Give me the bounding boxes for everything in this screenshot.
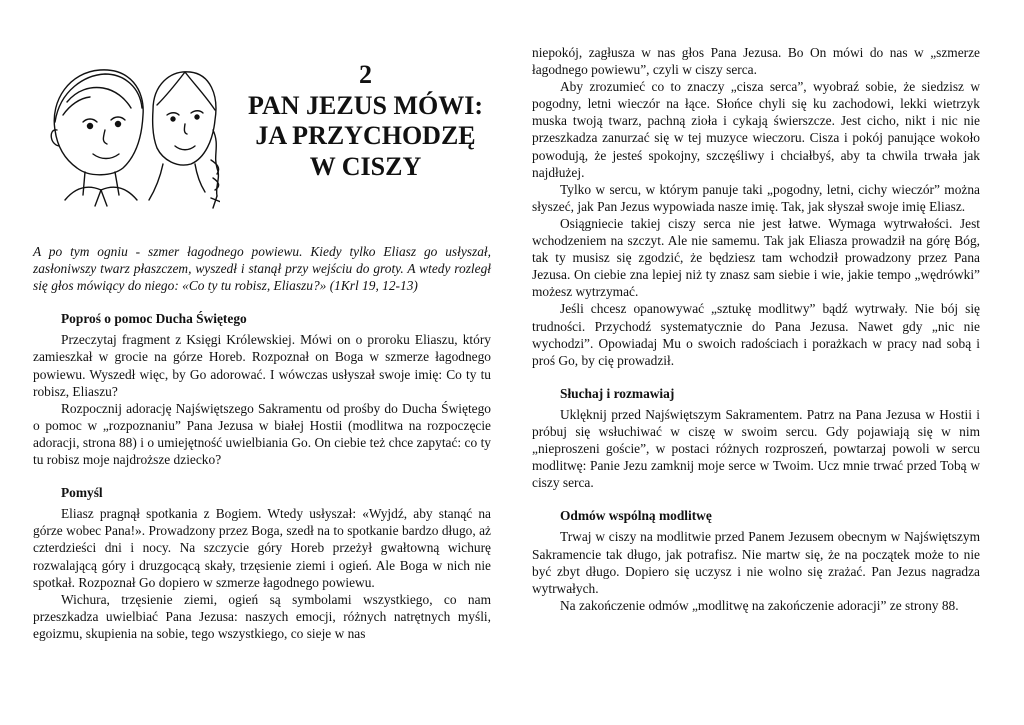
- paragraph: Osiągniecie takiej ciszy serca nie jest łatwe. Wymaga wytrwałości. Jest wchodzeniem na szczyt. Ale nie samemu. Tak jak Eliasza prowadził na górę Bóg, tak ty musisz się zgodzić, że będziesz tam wchodził prowadzony przez Pana Jezusa. On ciebie zna lepiej niż ty znasz sam siebie i wie, jakie tempo „wędrówki” możesz wytrzymać.: [532, 215, 980, 300]
- paragraph: Trwaj w ciszy na modlitwie przed Panem Jezusem obecnym w Najświętszym Sakramencie tak długo, jak potrafisz. Nie martw się, że na początek może to nie być zbyt długo. Dopiero się uczysz i nie wolno się zrażać. Pan Jezus nagradza wytrwałych.: [532, 529, 980, 596]
- section-heading-common-prayer: Odmów wspólną modlitwę: [560, 508, 712, 524]
- section-heading-pray: Poproś o pomoc Ducha Świętego: [61, 311, 247, 327]
- paragraph: Aby zrozumieć co to znaczy „cisza serca”, wyobraź sobie, że siedzisz w pogodny, letni wieczór na łące. Słońce chyli się ku zachodowi, lekki wietrzyk muska twoją twarz, pachną zioła i cykają świerszcze. Jest cicho, nikt i nic nie przeszkadza zanurzać się w tej muzyce wieczoru. Cisza i pokój panujące wokoło powodują, że jesteś spokojny, szczęśliwy i chciałbyś, aby ta chwila trwała jak najdłużej.: [532, 79, 980, 180]
- paragraph: Przeczytaj fragment z Księgi Królewskiej. Mówi on o proroku Eliaszu, który zamieszkał w grocie na górze Horeb. Rozpoznał on Boga w szmerze łagodnego powiewu. Wyszedł więc, by Go adorować. I wówczas usłyszał swoje imię: Co ty tu robisz, Eliaszu?: [33, 332, 491, 399]
- paragraph: Jeśli chcesz opanowywać „sztukę modlitwy” bądź wytrwały. Nie bój się trudności. Przychodź systematycznie do Pana Jezusa. Nawet gdy „nic nie wychodzi”. Opowiadaj Mu o swoich radościach i porażkach w pracy nad sobą i proś Go, by cię prowadził.: [532, 301, 980, 368]
- intro-quote: A po tym ogniu - szmer łagodnego powiewu. Kiedy tylko Eliasz go usłyszał, zasłoniwszy twarz płaszczem, wyszedł i stanął przy wejściu do groty. A wtedy rozległ się głos mówiący do niego: «Co ty tu robisz, Eliaszu?» (1Krl 19, 12-13): [33, 244, 491, 294]
- right-column: [532, 44, 980, 614]
- paragraph: Na zakończenie odmów „modlitwę na zakończenie adoracji” ze strony 88.: [560, 597, 959, 613]
- paragraph: Tylko w sercu, w którym panuje taki „pogodny, letni, cichy wieczór” można słyszeć, jak Pan Jezus wypowiada nasze imię. Tak, jak słyszał swoje imię Eliasz.: [532, 181, 980, 214]
- paragraph-continuation: niepokój, zagłusza w nas głos Pana Jezusa. Bo On mówi do nas w „szmerze łagodnego powiewu”, czyli w ciszy serca.: [532, 45, 980, 78]
- paragraph: Wichura, trzęsienie ziemi, ogień są symbolami wszystkiego, co nam przeszkadza uwielbiać Pana Jezusa: naszych emocji, różnych natrętnych myśli, egoizmu, skupienia na sobie, tego wszystkiego, co sieje w nas: [33, 591, 491, 641]
- chapter-title-line-3: W CISZY: [309, 151, 422, 181]
- children-drawing-icon: [45, 60, 220, 210]
- paragraph: Rozpocznij adorację Najświętszego Sakramentu od prośby do Ducha Świętego o pomoc w „rozpoznaniu” Pana Jezusa w białej Hostii (modlitwa na rozpoczęcie adoracji, strona 88) i o umiejętność uwielbiania Go. On ciebie też chce zapytać: co ty tu robisz moje najdroższe dziecko?: [33, 400, 491, 468]
- chapter-title-line-1: PAN JEZUS MÓWI:: [248, 90, 483, 120]
- chapter-title-line-2: JA PRZYCHODZĘ: [255, 121, 476, 150]
- section-heading-listen: Słuchaj i rozmawiaj: [560, 385, 675, 401]
- section-heading-think: Pomyśl: [61, 485, 103, 501]
- chapter-title: [238, 60, 493, 182]
- paragraph: Eliasz pragnął spotkania z Bogiem. Wtedy usłyszał: «Wyjdź, aby stanąć na górze wobec Pana!». Prowadzony przez Boga, szedł na to spotkanie bardzo długo, aż czterdzieści dni i nocy. Na szczycie góry Horeb przeżył gwałtowną wichurę rozwalającą góry i druzgocącą skały, trzęsienie ziemi i ogień. Ale Boga w nich nie spotkał. Rozpoznał Go dopiero w szmerze łagodnego powiewu.: [33, 506, 491, 590]
- chapter-number: 2: [359, 60, 372, 89]
- left-column: [33, 243, 491, 642]
- paragraph: Uklęknij przed Najświętszym Sakramentem. Patrz na Pana Jezusa w Hostii i próbuj się wsłuchiwać w ciszę w swoim sercu. Gdy pojawiają się w nim „nieproszeni goście”, w postaci różnych rozproszeń, powtarzaj powoli w sercu modlitwę: Panie Jezu zamknij moje serce w Twoim. Ucz mnie trwać przed Tobą w ciszy serca.: [532, 406, 980, 491]
